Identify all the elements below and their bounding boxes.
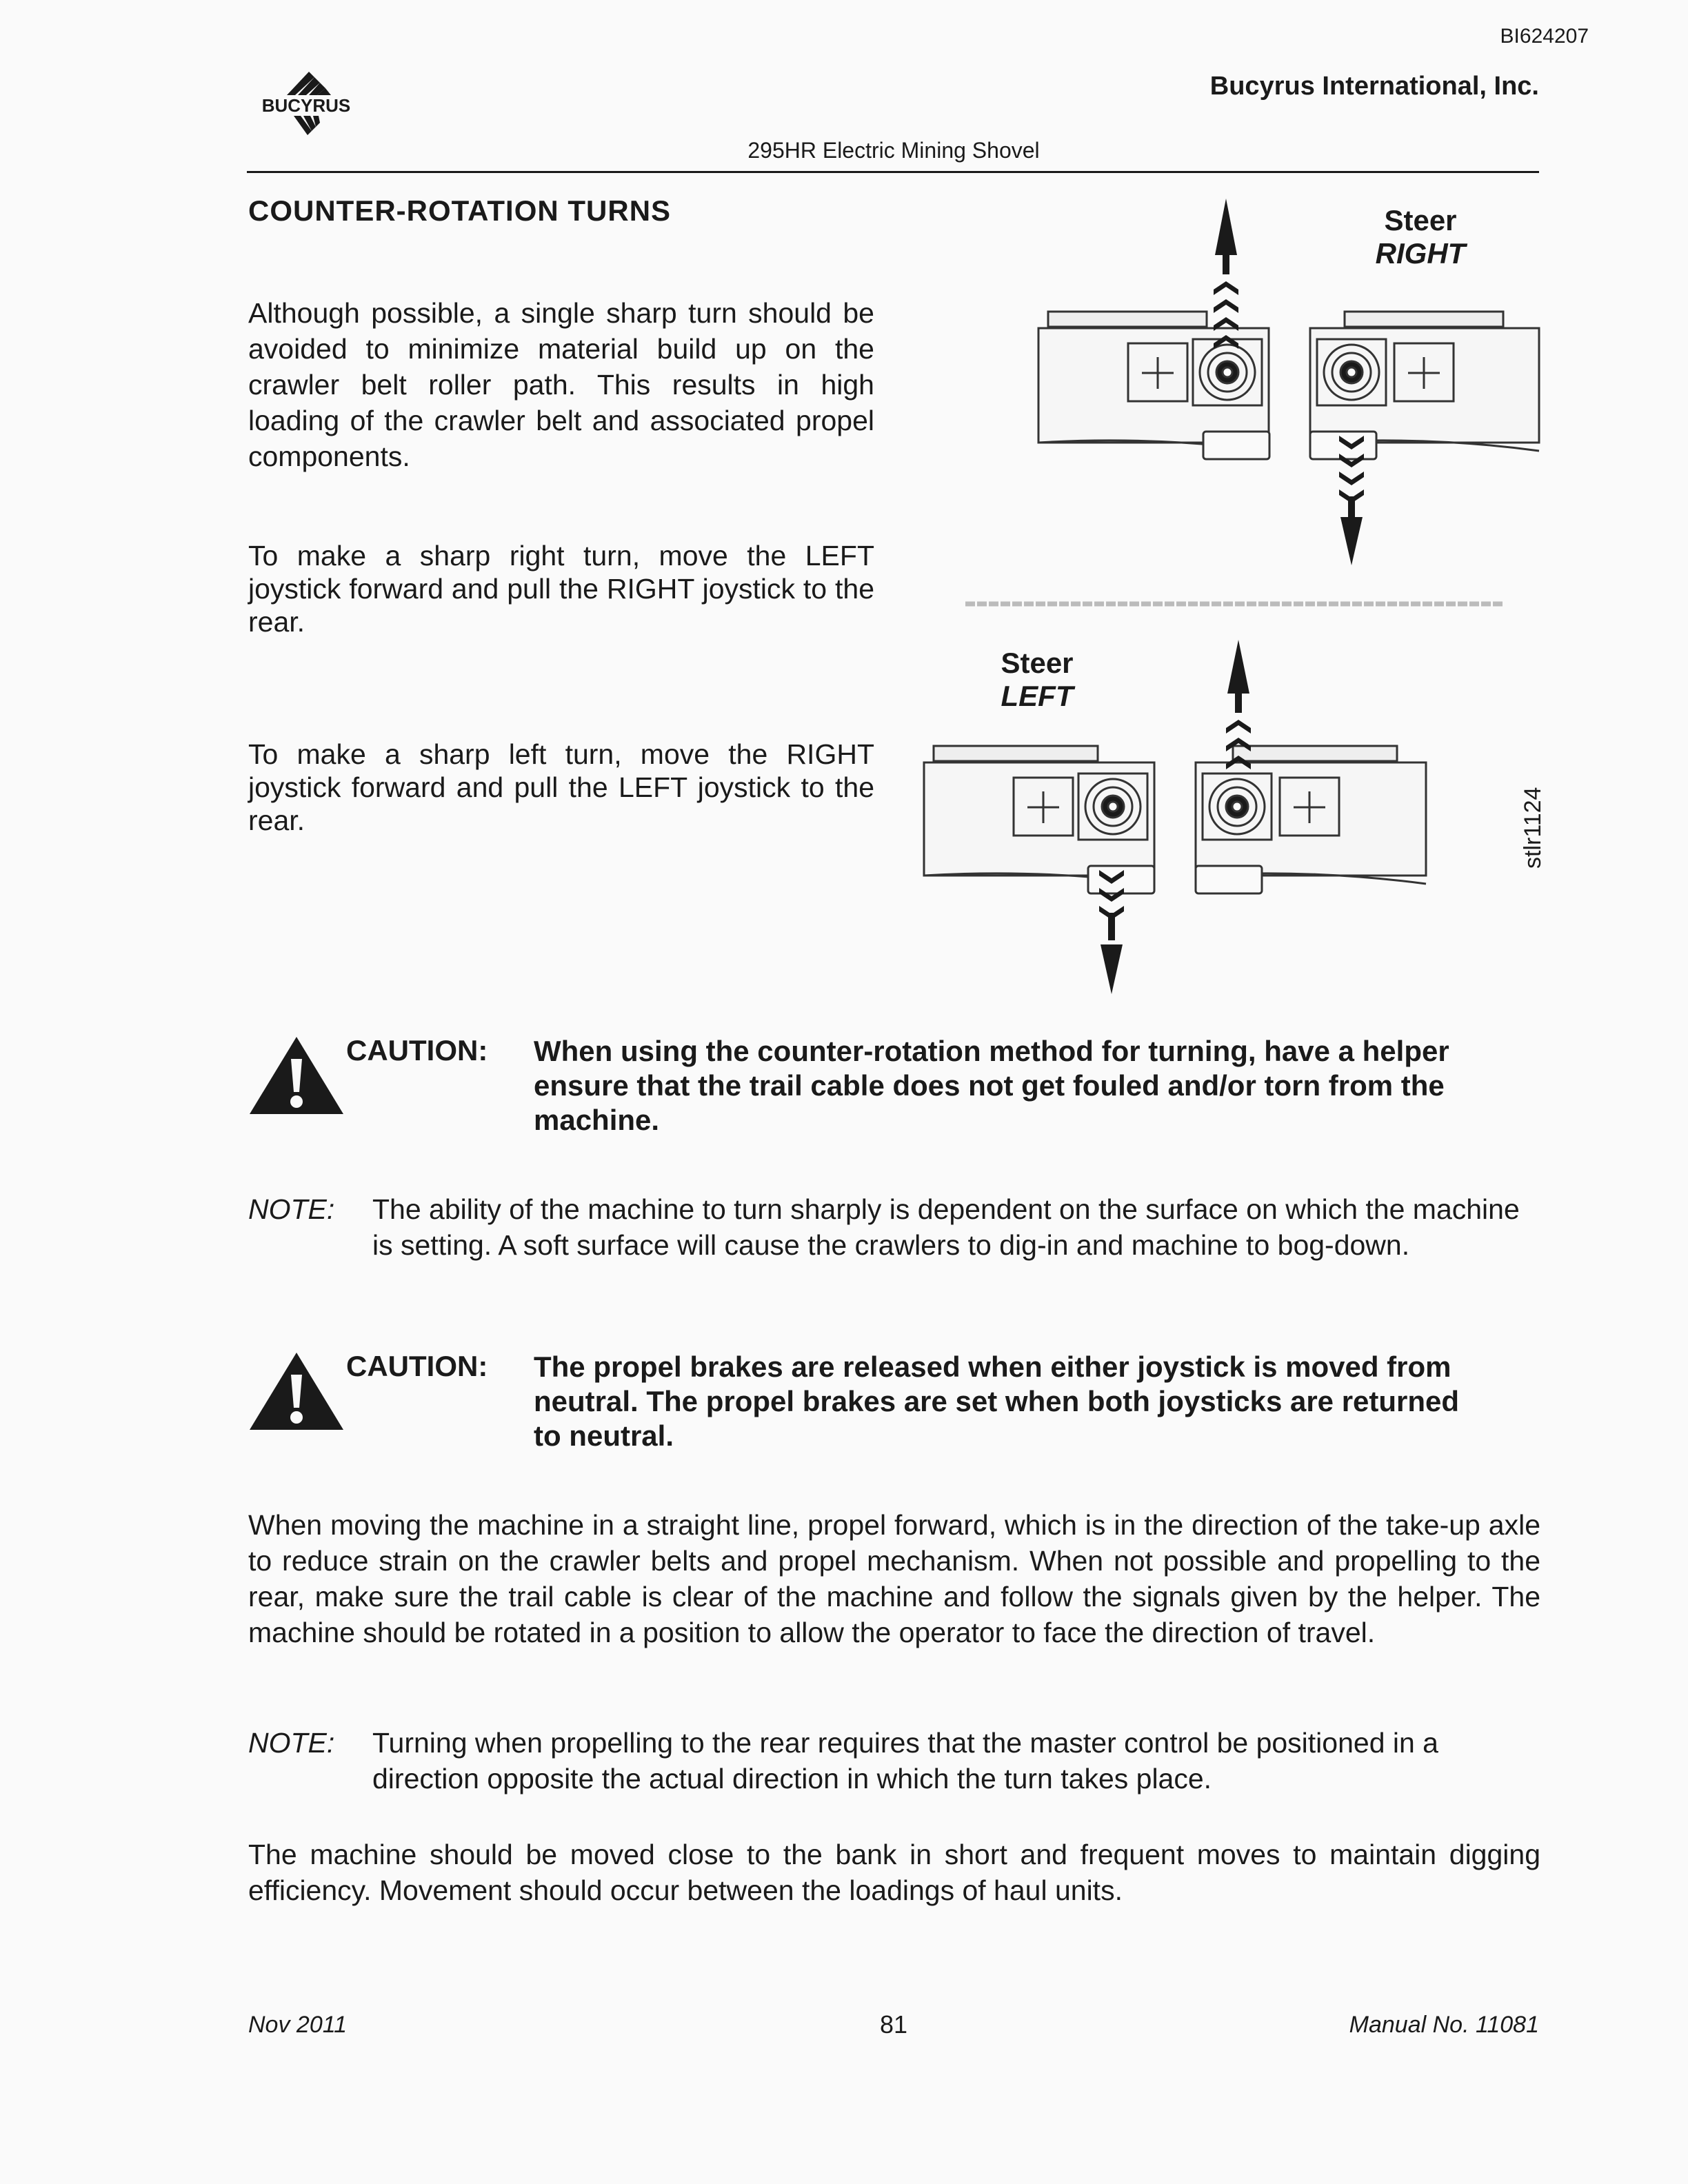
caution-block xyxy=(248,1350,1539,1460)
steering-diagram xyxy=(903,193,1551,1000)
caution-label: CAUTION: xyxy=(346,1350,488,1382)
arrow-forward-right-steer xyxy=(1214,199,1238,349)
right-turn-paragraph: To make a sharp right turn, move the LEFT joystick forward and pull the RIGHT joystick to the rear. xyxy=(248,540,874,638)
steer-left-panel-left xyxy=(924,746,1154,893)
page-number: 81 xyxy=(879,2010,908,2039)
note-label: NOTE: xyxy=(248,1727,335,1759)
document-id: BI624207 xyxy=(1500,25,1589,48)
note-block xyxy=(248,1191,1540,1302)
steer-left-label: Steer LEFT xyxy=(1001,647,1074,712)
steer-right-panel-right xyxy=(1310,312,1539,459)
manual-number: Manual No. 11081 xyxy=(1349,2012,1539,2038)
intro-paragraph: Although possible, a single sharp turn should be avoided to minimize material build up on the crawler belt roller path. This results in high loading of the crawler belt and associated propel components. xyxy=(248,297,874,472)
digging-paragraph: The machine should be moved close to the bank in short and frequent moves to maintain digging efficiency. Movement should occur between the loadings of haul units. xyxy=(248,1839,1540,1906)
caution-block xyxy=(248,1034,1539,1144)
left-turn-paragraph: To make a sharp left turn, move the RIGHT joystick forward and pull the LEFT joystick to the rear. xyxy=(248,738,874,836)
note-label: NOTE: xyxy=(248,1193,335,1225)
propel-paragraph: When moving the machine in a straight line, propel forward, which is in the direction of the take-up axle to reduce strain on the crawler belts and propel mechanism. When not possible and propelling to the rear, make sure the trail cable is clear of the machine and follow the signals given by the helper. The machine should be rotated in a position to allow the operator to face the direction of travel. xyxy=(248,1509,1540,1648)
caution-text: When using the counter-rotation method for turning, have a helper ensure that the trail cable does not get fouled and/or torn from the machine. xyxy=(534,1035,1449,1136)
warning-triangle-icon xyxy=(248,1350,345,1433)
note-text: Turning when propelling to the rear requires that the master control be positioned in a direction opposite the actual direction in which the turn takes place. xyxy=(372,1727,1438,1794)
header-divider xyxy=(247,171,1539,173)
caution-text: The propel brakes are released when either joystick is moved from neutral. The propel brakes are set when both joysticks are returned to neutral. xyxy=(534,1351,1460,1452)
svg-text:BUCYRUS: BUCYRUS xyxy=(261,95,351,116)
footer-date: Nov 2011 xyxy=(248,2012,348,2038)
section-title: COUNTER-ROTATION TURNS xyxy=(248,194,672,227)
note-block xyxy=(248,1725,1540,1801)
warning-triangle-icon xyxy=(248,1034,345,1117)
caution-label: CAUTION: xyxy=(346,1034,488,1066)
steer-right-panel-left xyxy=(1038,312,1269,459)
bucyrus-logo xyxy=(245,69,370,145)
note-text: The ability of the machine to turn sharply is dependent on the surface on which the machine is setting. A soft surface will cause the crawlers to dig-in and machine to bog-down. xyxy=(372,1193,1520,1261)
company-name: Bucyrus International, Inc. xyxy=(1209,72,1539,101)
manual-subtitle: 295HR Electric Mining Shovel xyxy=(747,138,1040,163)
steer-right-label: Steer RIGHT xyxy=(1375,204,1466,270)
steer-left-panel-right xyxy=(1196,746,1426,893)
